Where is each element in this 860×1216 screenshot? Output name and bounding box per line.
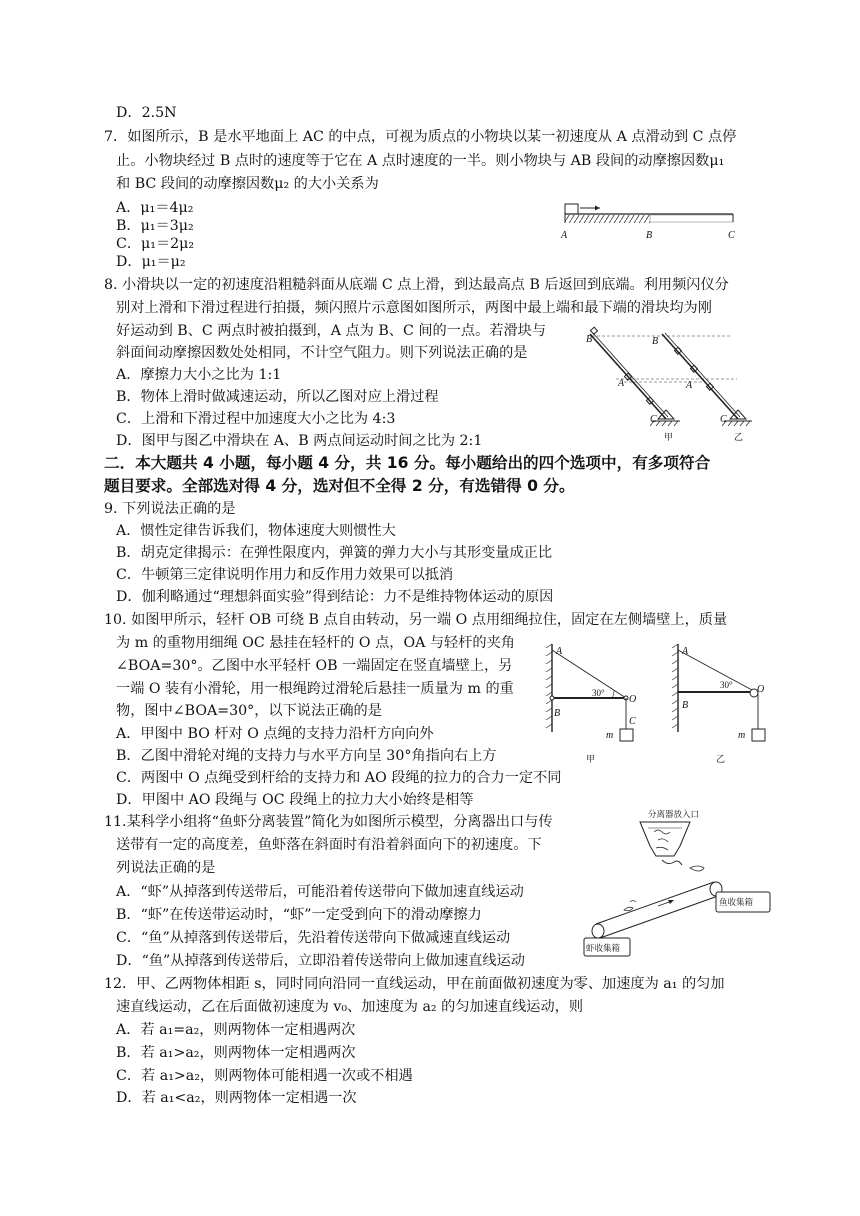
q8-label-b-left: B <box>586 334 593 345</box>
q7-stem-1: 7．如图所示，B 是水平地面上 AC 的中点，可视为质点的小物块以某一初速度从 A 点滑动到 C 点停 <box>104 129 737 145</box>
q12-option-a: A．若 a₁=a₂，则两物体一定相遇两次 <box>116 1022 356 1038</box>
q7-label-a: A <box>561 230 568 241</box>
q12-option-c: C．若 a₁>a₂，则两物体可能相遇一次或不相遇 <box>116 1068 413 1084</box>
q10-label-jia: 甲 <box>586 755 596 765</box>
q9-option-b: B．胡克定律揭示：在弹性限度内，弹簧的弹力大小与其形变量成正比 <box>116 545 553 561</box>
q10-left-angle: 30° <box>592 688 605 698</box>
q11-option-a: A．“虾”从掉落到传送带后，可能沿着传送带向下做加速直线运动 <box>116 884 524 900</box>
q8-label-c-right: C <box>720 414 727 425</box>
q8-label-jia: 甲 <box>664 433 674 443</box>
q8-label-c-left: C <box>650 414 657 425</box>
q10-left-label-o: O <box>629 694 637 705</box>
q10-right-angle: 30° <box>720 680 733 690</box>
q8-stem-2: 别对上滑和下滑过程进行拍摄，频闪照片示意图如图所示，两图中最上端和最下端的滑块均为刚 <box>116 300 712 316</box>
q10-stem-3: ∠BOA=30°。乙图中水平轻杆 OB 一端固定在竖直墙壁上，另 <box>116 658 513 674</box>
q10-stem-4: 一端 O 装有小滑轮，用一根绳跨过滑轮后悬挂一质量为 m 的重 <box>116 681 514 697</box>
q7-option-c: C．μ₁＝2μ₂ <box>116 236 195 252</box>
q10-option-b: B．乙图中滑轮对绳的支持力与水平方向呈 30°角指向右上方 <box>116 748 497 764</box>
q12-stem-2: 速直线运动，乙在后面做初速度为 v₀、加速度为 a₂ 的匀加速直线运动，则 <box>116 999 584 1015</box>
q10-right-label-m: m <box>738 730 746 741</box>
q10-left-label-c: C <box>629 716 636 727</box>
q10-right-label-b: B <box>682 700 689 711</box>
q8-stem-1: 8. 小滑块以一定的初速度沿粗糙斜面从底端 C 点上滑，到达最高点 B 后返回到底端。利用频闪仪分 <box>104 277 729 293</box>
q7-label-c: C <box>728 230 735 241</box>
section-heading-1: 二．本大题共 4 小题，每小题 4 分，共 16 分。每小题给出的四个选项中，有多项符合 <box>104 454 711 472</box>
section-heading-2: 题目要求。全部选对得 4 分，选对但不全得 2 分，有选错得 0 分。 <box>104 477 575 495</box>
q9-option-c: C．牛顿第三定律说明作用力和反作用力效果可以抵消 <box>116 567 454 583</box>
q7-stem-2: 止。小物块经过 B 点时的速度等于它在 A 点时速度的一半。则小物块与 AB 段间的动摩擦因数μ₁ <box>116 153 725 169</box>
q7-option-d: D．μ₁＝μ₂ <box>116 254 186 270</box>
q8-label-yi: 乙 <box>734 433 744 443</box>
q9-stem: 9. 下列说法正确的是 <box>104 501 236 517</box>
q9-option-d: D．伽利略通过“理想斜面实验”得到结论：力不是维持物体运动的原因 <box>116 589 554 605</box>
q10-option-d: D．甲图中 AO 段绳与 OC 段绳上的拉力大小始终是相等 <box>116 792 474 808</box>
q10-stem-5: 物，图中∠BOA=30°，以下说法正确的是 <box>116 703 382 719</box>
q11-label-inlet: 分离器放入口 <box>648 810 700 820</box>
q11-option-d: D．“鱼”从掉落到传送带后，立即沿着传送带向上做加速直线运动 <box>116 953 525 969</box>
q8-stem-3: 好运动到 B、C 两点时被拍摄到，A 点为 B、C 间的一点。若滑块与 <box>116 323 547 339</box>
q10-right-label-o: O <box>757 684 765 695</box>
q7-option-a: A．μ₁＝4μ₂ <box>116 200 194 216</box>
q8-label-b-right: B <box>652 336 659 347</box>
q9-option-a: A．惯性定律告诉我们，物体速度大则惯性大 <box>116 523 396 539</box>
q8-option-a: A．摩擦力大小之比为 1:1 <box>116 367 282 383</box>
q7-label-b: B <box>646 230 653 241</box>
q11-stem-1: 11.某科学小组将“鱼虾分离装置”简化为如图所示模型，分离器出口与传 <box>104 814 553 830</box>
q10-left-label-b: B <box>554 708 561 719</box>
q7-figure <box>556 196 746 246</box>
q10-stem-2: 为 m 的重物用细绳 OC 悬挂在轻杆的 O 点，OA 与轻杆的夹角 <box>116 635 515 651</box>
q11-option-b: B．“虾”在传送带运动时，“虾”一定受到向下的滑动摩擦力 <box>116 907 482 923</box>
q10-label-yi: 乙 <box>716 755 726 765</box>
q12-option-b: B．若 a₁>a₂，则两物体一定相遇两次 <box>116 1045 356 1061</box>
q7-stem-3: 和 BC 段间的动摩擦因数μ₂ 的大小关系为 <box>116 176 379 192</box>
q11-stem-2: 送带有一定的高度差，鱼虾落在斜面时有沿着斜面向下的初速度。下 <box>116 837 542 853</box>
q11-label-fish-box: 鱼收集箱 <box>719 898 754 908</box>
q10-left-label-a: A <box>556 646 563 657</box>
q10-figure <box>542 640 768 770</box>
q8-label-a-right: A <box>686 380 693 391</box>
q11-figure <box>578 806 800 962</box>
q8-option-b: B．物体上滑时做减速运动，所以乙图对应上滑过程 <box>116 389 439 405</box>
q10-stem-1: 10. 如图甲所示，轻杆 OB 可绕 B 点自由转动，另一端 O 点用细绳拉住，固定在左侧墙壁上，质量 <box>104 612 728 628</box>
q10-option-c: C．两图中 O 点绳受到杆给的支持力和 AO 段绳的拉力的合力一定不同 <box>116 770 562 786</box>
q8-figure <box>582 322 782 450</box>
q12-option-d: D．若 a₁<a₂，则两物体一定相遇一次 <box>116 1090 357 1106</box>
q10-left-label-m: m <box>606 730 614 741</box>
q11-option-c: C．“鱼”从掉落到传送带后，先沿着传送带向下做减速直线运动 <box>116 930 511 946</box>
q7-option-b: B．μ₁＝3μ₂ <box>116 218 194 234</box>
q8-option-c: C．上滑和下滑过程中加速度大小之比为 4:3 <box>116 411 396 427</box>
q11-label-shrimp-box: 虾收集箱 <box>586 944 621 954</box>
q8-label-a-left: A <box>618 378 625 389</box>
q6-option-d: D．2.5N <box>116 105 177 121</box>
q8-stem-4: 斜面间动摩擦因数处处相同，不计空气阻力。则下列说法正确的是 <box>116 345 528 361</box>
q10-option-a: A．甲图中 BO 杆对 O 点绳的支持力沿杆方向向外 <box>116 726 434 742</box>
q11-stem-3: 列说法正确的是 <box>116 860 216 876</box>
q10-right-label-a: A <box>682 646 689 657</box>
q8-option-d: D．图甲与图乙中滑块在 A、B 两点间运动时间之比为 2:1 <box>116 433 483 449</box>
q12-stem-1: 12．甲、乙两物体相距 s，同时同向沿同一直线运动，甲在前面做初速度为零、加速度为 a₁ 的匀加 <box>104 976 725 992</box>
